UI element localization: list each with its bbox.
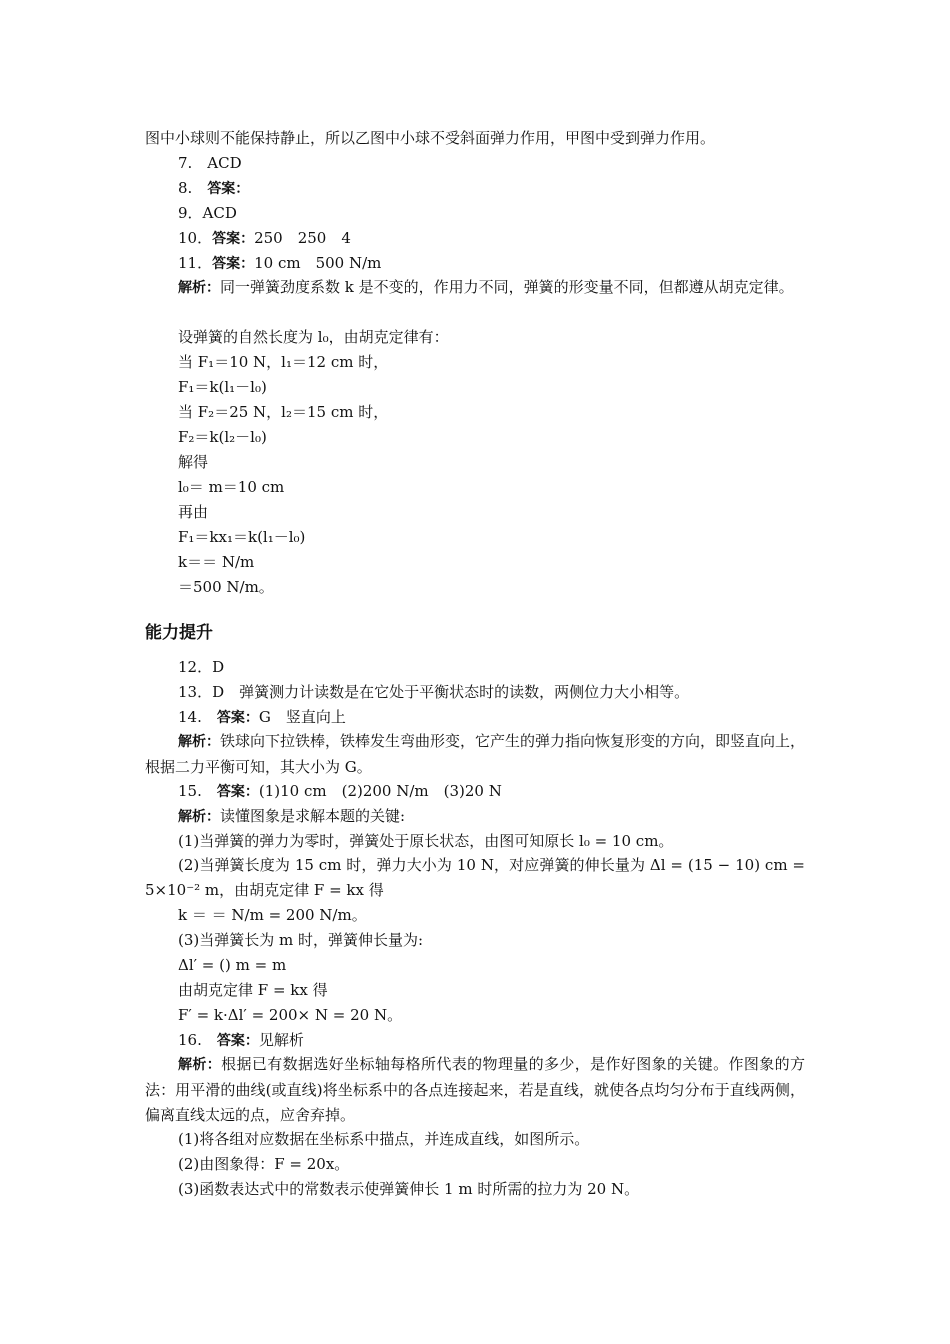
step-line: 当 F₁＝10 N，l₁＝12 cm 时， <box>178 353 389 371</box>
step-line: Δl′ = () m = m <box>178 956 287 974</box>
step-line: (2)当弹簧长度为 15 cm 时，弹力大小为 10 N，对应弹簧的伸长量为 Δl = (15 − 10) cm = 5×10⁻² m，由胡克定律 F = kx 得 <box>145 856 805 899</box>
analysis-15: 解析：读懂图象是求解本题的关键: <box>178 807 406 825</box>
step-line: F′ = k·Δl′ = 200× N = 20 N。 <box>178 1006 403 1024</box>
step-line: (3)函数表达式中的常数表示使弹簧伸长 1 m 时所需的拉力为 20 N。 <box>178 1180 640 1198</box>
step-line: ＝500 N/m。 <box>178 578 274 596</box>
answer-13: 13．D 弹簧测力计读数是在它处于平衡状态时的读数，两侧位力大小相等。 <box>178 683 690 701</box>
step-line: 再由 <box>178 503 209 521</box>
answer-14: 14. 答案：G 竖直向上 <box>178 708 346 726</box>
step-line: 设弹簧的自然长度为 l₀，由胡克定律有： <box>178 328 449 346</box>
step-line: (3)当弹簧长为 m 时，弹簧伸长量为: <box>178 931 424 949</box>
answer-15: 15. 答案：(1)10 cm (2)200 N/m (3)20 N <box>178 782 502 800</box>
answer-7: 7. ACD <box>178 154 242 172</box>
answer-11: 11．答案：10 cm 500 N/m <box>178 254 382 272</box>
step-line: k ＝ ＝ N/m = 200 N/m。 <box>178 906 367 924</box>
step-line: F₂＝k(l₂－l₀) <box>178 428 267 446</box>
step-line: (1)将各组对应数据在坐标系中描点，并连成直线，如图所示。 <box>178 1130 590 1148</box>
step-line: k＝＝ N/m <box>178 553 255 571</box>
answer-12: 12．D <box>178 658 225 676</box>
section-heading: 能力提升 <box>145 623 213 643</box>
answer-8: 8. 答案： <box>178 179 250 197</box>
step-line: F₁＝k(l₁－l₀) <box>178 378 267 396</box>
step-line: 当 F₂＝25 N，l₂＝15 cm 时， <box>178 403 389 421</box>
step-line: 解得 <box>178 453 209 471</box>
step-line: l₀＝ m＝10 cm <box>178 478 285 496</box>
step-line: (2)由图象得：F = 20x。 <box>178 1155 350 1173</box>
answer-16: 16. 答案：见解析 <box>178 1031 304 1049</box>
answer-10: 10．答案：250 250 4 <box>178 229 351 247</box>
step-line: F₁＝kx₁＝k(l₁－l₀) <box>178 528 306 546</box>
continuation-text: 图中小球则不能保持静止，所以乙图中小球不受斜面弹力作用，甲图中受到弹力作用。 <box>145 129 716 147</box>
step-line: 由胡克定律 F = kx 得 <box>178 981 328 999</box>
analysis-14: 解析：铁球向下拉铁棒，铁棒发生弯曲形变，它产生的弹力指向恢复形变的方向，即竖直向上，根据二力平衡可知，其大小为 G。 <box>145 732 806 776</box>
answer-9: 9．ACD <box>178 204 237 222</box>
step-line: (1)当弹簧的弹力为零时，弹簧处于原长状态，由图可知原长 l₀ = 10 cm。 <box>178 832 674 850</box>
analysis-16: 解析：根据已有数据选好坐标轴每格所代表的物理量的多少，是作好图象的关键。作图象的方法：用平滑的曲线(或直线)将坐标系中的各点连接起来，若是直线，就使各点均匀分布于直线两侧，偏离直线太远的点，应舍弃掉。 <box>145 1055 805 1124</box>
analysis-11: 解析：同一弹簧劲度系数 k 是不变的，作用力不同，弹簧的形变量不同，但都遵从胡克定律。 <box>178 278 794 296</box>
